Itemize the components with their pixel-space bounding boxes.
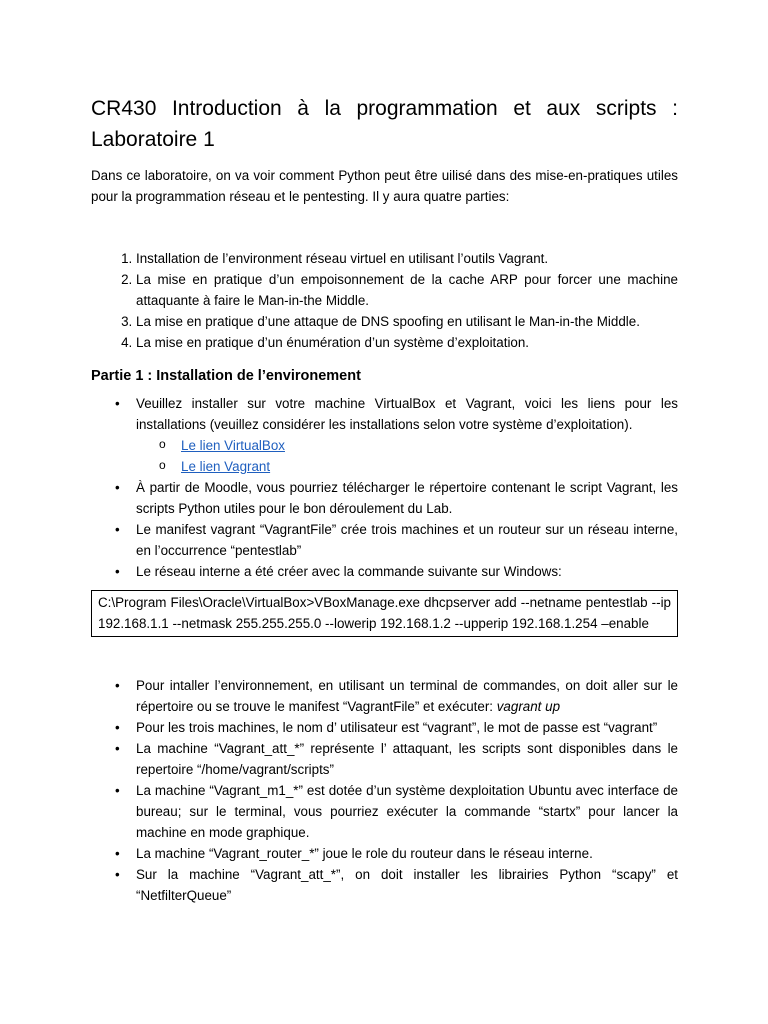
command-inline: vagrant up xyxy=(496,699,561,714)
sublist-item xyxy=(181,456,678,477)
list-item: • Sur la machine “Vagrant_att_*”, on doit installer les librairies Python “scapy” et “NetfilterQueue” xyxy=(136,864,678,906)
list-item: • Le réseau interne a été créer avec la commande suivante sur Windows: xyxy=(136,561,678,582)
list-item: 2. La mise en pratique d’un empoisonnement de la cache ARP pour forcer une machine attaquante à faire le Man-in-the Middle. xyxy=(136,269,678,311)
intro-paragraph: Dans ce laboratoire, on va voir comment Python peut être uilisé dans des mise-en-pratiques utiles pour la programmation réseau et le pentesting. Il y aura quatre parties: xyxy=(91,168,678,204)
list-item: • La machine “Vagrant_router_*” joue le role du routeur dans le réseau interne. xyxy=(136,843,678,864)
list-item: 4. La mise en pratique d’un énumération d’un système d’exploitation. xyxy=(136,332,678,353)
bullet-text: Pour intaller l’environnement, en utilisant un terminal de commandes, on doit aller sur le répertoire ou se trouve le manifest “VagrantFile” et exécuter: xyxy=(136,678,678,714)
virtualbox-link[interactable]: Le lien VirtualBox xyxy=(181,438,285,453)
list-item xyxy=(136,393,678,477)
environment-bullets xyxy=(91,675,678,906)
list-item: • Le manifest vagrant “VagrantFile” crée trois machines et un routeur sur un réseau interne, en l’occurrence “pentestlab” xyxy=(136,519,678,561)
section-heading: Partie 1 : Installation de l’environement xyxy=(91,368,361,384)
list-item xyxy=(136,675,678,717)
parts-list xyxy=(91,248,678,353)
installation-bullets xyxy=(91,393,678,582)
sublist-item xyxy=(181,435,678,456)
list-item: • La machine “Vagrant_m1_*” est dotée d’un système dexploitation Ubuntu avec interface de bureau; sur le terminal, vous pourriez exécuter la commande “startx” pour lancer la machine en mode graphique. xyxy=(136,780,678,843)
list-item: • Pour les trois machines, le nom d’ utilisateur est “vagrant”, le mot de passe est “vagrant” xyxy=(136,717,678,738)
list-item: • La machine “Vagrant_att_*” représente l’ attaquant, les scripts sont disponibles dans le repertoire “/home/vagrant/scripts” xyxy=(136,738,678,780)
bullet-text: Veuillez installer sur votre machine VirtualBox et Vagrant, voici les liens pour les installations (veuillez considérer les installations selon votre système d’exploitation). xyxy=(136,396,678,432)
document-page xyxy=(91,93,678,906)
links-sublist xyxy=(136,435,678,477)
command-box: C:\Program Files\Oracle\VirtualBox>VBoxManage.exe dhcpserver add --netname pentestlab --ip 192.168.1.1 --netmask 255.255.255.0 --lowerip 192.168.1.2 --upperip 192.168.1.254 –enable xyxy=(91,590,678,637)
page-title: CR430 Introduction à la programmation et aux scripts : Laboratoire 1 xyxy=(91,97,678,151)
list-item: • À partir de Moodle, vous pourriez télécharger le répertoire contenant le script Vagrant, les scripts Python utiles pour le bon déroulement du Lab. xyxy=(136,477,678,519)
list-item: 3. La mise en pratique d’une attaque de DNS spoofing en utilisant le Man-in-the Middle. xyxy=(136,311,678,332)
list-item: 1. Installation de l’environment réseau virtuel en utilisant l’outils Vagrant. xyxy=(136,248,678,269)
vagrant-link[interactable]: Le lien Vagrant xyxy=(181,459,271,474)
